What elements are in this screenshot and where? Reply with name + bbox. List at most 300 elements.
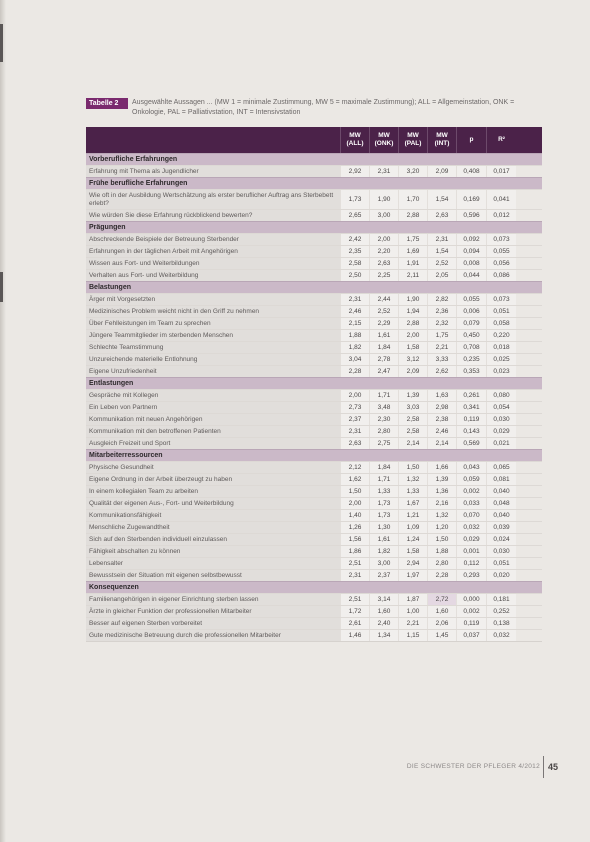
row-label: Ärzte in gleicher Funktion der professionellen Mitarbeiter	[86, 606, 340, 617]
row-value: 2,51	[340, 594, 369, 605]
row-value: 1,82	[340, 342, 369, 353]
header-mw-onk	[369, 127, 398, 153]
section-header: Belastungen	[86, 281, 542, 293]
row-value: 2,50	[340, 270, 369, 281]
row-value: 1,54	[427, 190, 456, 209]
row-value: 0,040	[486, 510, 516, 521]
row-value: 1,66	[427, 462, 456, 473]
header-line1: MW	[407, 132, 419, 139]
row-value: 2,63	[340, 438, 369, 449]
page-edge-shadow	[0, 0, 6, 842]
row-value: 0,044	[456, 270, 486, 281]
table-row	[86, 389, 542, 401]
row-value: 1,84	[369, 342, 398, 353]
row-value: 2,31	[340, 294, 369, 305]
row-value: 2,92	[340, 166, 369, 177]
row-value: 2,00	[369, 234, 398, 245]
row-value: 2,30	[369, 414, 398, 425]
row-label: Besser auf eigenen Sterben vorbereitet	[86, 618, 340, 629]
row-value: 1,45	[427, 630, 456, 641]
header-line1: p	[469, 136, 474, 143]
row-value: 0,000	[456, 594, 486, 605]
row-value: 2,16	[427, 498, 456, 509]
row-label: Eigene Unzufriedenheit	[86, 366, 340, 377]
row-value: 3,04	[340, 354, 369, 365]
row-value: 1,36	[427, 486, 456, 497]
table-row	[86, 245, 542, 257]
row-value: 2,80	[369, 426, 398, 437]
section-header: Entlastungen	[86, 377, 542, 389]
row-value: 1,54	[427, 246, 456, 257]
row-value: 1,24	[398, 534, 427, 545]
row-value: 2,25	[369, 270, 398, 281]
row-value: 2,52	[427, 258, 456, 269]
row-label: Lebensalter	[86, 558, 340, 569]
row-value: 0,073	[486, 294, 516, 305]
row-value: 1,40	[340, 510, 369, 521]
data-table	[86, 127, 542, 642]
row-value: 2,58	[398, 426, 427, 437]
row-label: Jüngere Teammitglieder im sterbenden Menschen	[86, 330, 340, 341]
row-value: 2,32	[427, 318, 456, 329]
row-value: 3,03	[398, 402, 427, 413]
row-value: 1,58	[398, 546, 427, 557]
table-row	[86, 353, 542, 365]
table-row	[86, 189, 542, 209]
row-value: 0,001	[456, 546, 486, 557]
row-value: 0,051	[486, 558, 516, 569]
row-value: 1,33	[369, 486, 398, 497]
row-value: 0,012	[486, 210, 516, 221]
row-value: 0,261	[456, 390, 486, 401]
row-value: 2,75	[369, 438, 398, 449]
row-value: 2,14	[427, 438, 456, 449]
row-value: 2,44	[369, 294, 398, 305]
table-row	[86, 293, 542, 305]
row-value: 2,63	[427, 210, 456, 221]
row-label: Gespräche mit Kollegen	[86, 390, 340, 401]
table-row	[86, 557, 542, 569]
row-value: 1,82	[369, 546, 398, 557]
row-label: Erfahrung mit Thema als Jugendlicher	[86, 166, 340, 177]
row-value: 0,596	[456, 210, 486, 221]
row-value: 2,15	[340, 318, 369, 329]
header-mw-all	[340, 127, 369, 153]
row-value: 0,055	[456, 294, 486, 305]
row-value: 1,84	[369, 462, 398, 473]
row-value: 1,87	[398, 594, 427, 605]
row-value: 2,29	[369, 318, 398, 329]
row-value: 0,030	[486, 546, 516, 557]
row-label: Ein Leben von Partnern	[86, 402, 340, 413]
row-value: 0,169	[456, 190, 486, 209]
caption-text: Ausgewählte Aussagen ... (MW 1 = minimale Zustimmung, MW 5 = maximale Zustimmung); ALL = Allgemeinstation, ONK = Onkologie, PAL = Palliativstation, INT = Intensivstation	[132, 99, 515, 116]
row-value: 1,63	[427, 390, 456, 401]
table-row	[86, 317, 542, 329]
row-label: Gute medizinische Betreuung durch die professionellen Mitarbeiter	[86, 630, 340, 641]
row-value: 1,90	[398, 294, 427, 305]
section-header: Vorberufliche Erfahrungen	[86, 153, 542, 165]
row-value: 0,119	[456, 618, 486, 629]
row-value: 0,002	[456, 486, 486, 497]
row-value: 1,60	[369, 606, 398, 617]
row-label: Physische Gesundheit	[86, 462, 340, 473]
row-value: 1,33	[398, 486, 427, 497]
table-row	[86, 473, 542, 485]
row-value: 0,048	[486, 498, 516, 509]
row-value: 0,017	[486, 166, 516, 177]
table-row	[86, 509, 542, 521]
row-value: 0,119	[456, 414, 486, 425]
spine-mark-top	[0, 24, 3, 62]
row-value: 2,61	[340, 618, 369, 629]
row-value: 0,094	[456, 246, 486, 257]
row-value: 1,75	[427, 330, 456, 341]
row-value: 1,61	[369, 534, 398, 545]
table-row	[86, 413, 542, 425]
row-value: 2,00	[398, 330, 427, 341]
row-value: 1,58	[398, 342, 427, 353]
row-value: 0,018	[486, 342, 516, 353]
row-value: 2,72	[427, 594, 456, 605]
row-value: 1,32	[427, 510, 456, 521]
row-value: 1,39	[427, 474, 456, 485]
row-value: 2,09	[427, 166, 456, 177]
row-label: Fähigkeit abschalten zu können	[86, 546, 340, 557]
header-mw-int	[427, 127, 456, 153]
row-value: 2,51	[340, 558, 369, 569]
header-spacer	[86, 127, 340, 153]
table-row	[86, 485, 542, 497]
row-value: 2,58	[398, 414, 427, 425]
row-value: 1,86	[340, 546, 369, 557]
row-value: 2,38	[427, 414, 456, 425]
row-label: Wissen aus Fort- und Weiterbildungen	[86, 258, 340, 269]
row-value: 0,086	[486, 270, 516, 281]
row-value: 0,033	[456, 498, 486, 509]
table-row	[86, 605, 542, 617]
header-mw-pal	[398, 127, 427, 153]
table-caption	[86, 98, 542, 122]
table-row	[86, 305, 542, 317]
row-value: 2,88	[398, 318, 427, 329]
row-value: 2,42	[340, 234, 369, 245]
row-value: 0,112	[456, 558, 486, 569]
row-value: 2,28	[340, 366, 369, 377]
page-number: 45	[548, 762, 559, 772]
row-value: 1,73	[369, 498, 398, 509]
row-value: 0,181	[486, 594, 516, 605]
row-value: 0,341	[456, 402, 486, 413]
row-value: 2,98	[427, 402, 456, 413]
row-value: 0,143	[456, 426, 486, 437]
row-value: 1,00	[398, 606, 427, 617]
row-value: 0,032	[456, 522, 486, 533]
table-row	[86, 437, 542, 449]
row-label: Eigene Ordnung in der Arbeit überzeugt zu haben	[86, 474, 340, 485]
row-value: 2,12	[340, 462, 369, 473]
header-line1: R²	[498, 136, 505, 143]
row-value: 0,040	[486, 486, 516, 497]
row-value: 1,50	[398, 462, 427, 473]
row-value: 0,569	[456, 438, 486, 449]
row-value: 0,235	[456, 354, 486, 365]
row-value: 3,00	[369, 210, 398, 221]
row-value: 2,37	[340, 414, 369, 425]
row-label: Unzureichende materielle Entlohnung	[86, 354, 340, 365]
row-value: 2,31	[340, 426, 369, 437]
table-row	[86, 365, 542, 377]
row-label: Wie oft in der Ausbildung Wertschätzung als erster beruflicher Auftrag ans Sterbebett erlebt?	[86, 190, 340, 209]
row-value: 3,33	[427, 354, 456, 365]
table-row	[86, 545, 542, 557]
table-row	[86, 569, 542, 581]
row-value: 2,46	[340, 306, 369, 317]
table-row	[86, 209, 542, 221]
row-value: 0,029	[486, 426, 516, 437]
table-row	[86, 593, 542, 605]
table-row	[86, 257, 542, 269]
row-value: 0,025	[486, 354, 516, 365]
row-label: Kommunikationsfähigkeit	[86, 510, 340, 521]
row-value: 1,88	[427, 546, 456, 557]
row-value: 2,80	[427, 558, 456, 569]
row-value: 0,023	[486, 366, 516, 377]
row-value: 2,21	[427, 342, 456, 353]
header-line2: (ONK)	[374, 140, 394, 147]
row-value: 1,72	[340, 606, 369, 617]
row-value: 0,032	[486, 630, 516, 641]
row-value: 0,252	[486, 606, 516, 617]
row-value: 0,353	[456, 366, 486, 377]
row-value: 0,041	[486, 190, 516, 209]
row-value: 0,037	[456, 630, 486, 641]
row-value: 1,20	[427, 522, 456, 533]
row-value: 1,21	[398, 510, 427, 521]
row-value: 1,50	[427, 534, 456, 545]
table-row	[86, 233, 542, 245]
table-tag: Tabelle 2	[86, 98, 128, 109]
header-r2	[486, 127, 516, 153]
row-value: 0,051	[486, 306, 516, 317]
row-value: 1,09	[398, 522, 427, 533]
row-value: 1,94	[398, 306, 427, 317]
row-value: 2,94	[398, 558, 427, 569]
row-value: 0,043	[456, 462, 486, 473]
row-value: 2,40	[369, 618, 398, 629]
row-value: 1,97	[398, 570, 427, 581]
row-value: 0,024	[486, 534, 516, 545]
spine-mark-bottom	[0, 272, 3, 302]
row-label: Familienangehörigen in eigener Einrichtung sterben lassen	[86, 594, 340, 605]
row-label: Medizinisches Problem weicht nicht in den Griff zu nehmen	[86, 306, 340, 317]
row-value: 0,029	[456, 534, 486, 545]
row-value: 0,220	[486, 330, 516, 341]
row-value: 1,70	[398, 190, 427, 209]
row-label: Schlechte Teamstimmung	[86, 342, 340, 353]
row-value: 0,081	[486, 474, 516, 485]
row-value: 3,20	[398, 166, 427, 177]
row-value: 2,82	[427, 294, 456, 305]
row-value: 0,002	[456, 606, 486, 617]
row-value: 1,30	[369, 522, 398, 533]
row-value: 0,055	[486, 246, 516, 257]
row-label: Kommunikation mit den betroffenen Patienten	[86, 426, 340, 437]
row-label: Kommunikation mit neuen Angehörigen	[86, 414, 340, 425]
row-value: 1,67	[398, 498, 427, 509]
header-line1: MW	[349, 132, 361, 139]
row-value: 3,00	[369, 558, 398, 569]
row-value: 2,31	[369, 166, 398, 177]
section-header: Frühe berufliche Erfahrungen	[86, 177, 542, 189]
row-value: 3,12	[398, 354, 427, 365]
row-value: 0,056	[486, 258, 516, 269]
row-value: 1,88	[340, 330, 369, 341]
row-value: 0,070	[456, 510, 486, 521]
row-value: 2,65	[340, 210, 369, 221]
row-value: 2,58	[340, 258, 369, 269]
row-value: 1,39	[398, 390, 427, 401]
row-value: 0,039	[486, 522, 516, 533]
row-value: 0,065	[486, 462, 516, 473]
row-label: Menschliche Zugewandtheit	[86, 522, 340, 533]
table-row	[86, 269, 542, 281]
row-value: 0,020	[486, 570, 516, 581]
table-row	[86, 341, 542, 353]
row-label: Ausgleich Freizeit und Sport	[86, 438, 340, 449]
row-label: Abschreckende Beispiele der Betreuung Sterbender	[86, 234, 340, 245]
row-value: 0,008	[456, 258, 486, 269]
row-value: 1,34	[369, 630, 398, 641]
row-value: 3,48	[369, 402, 398, 413]
row-value: 1,46	[340, 630, 369, 641]
row-value: 1,90	[369, 190, 398, 209]
header-line1: MW	[436, 132, 448, 139]
journal-footer: DIE SCHWESTER DER PFLEGER 4/2012	[406, 763, 540, 770]
row-value: 1,32	[398, 474, 427, 485]
row-value: 2,73	[340, 402, 369, 413]
row-value: 0,293	[456, 570, 486, 581]
row-value: 0,030	[486, 414, 516, 425]
row-label: Über Fehlleistungen im Team zu sprechen	[86, 318, 340, 329]
row-value: 2,78	[369, 354, 398, 365]
row-value: 3,14	[369, 594, 398, 605]
section-header: Konsequenzen	[86, 581, 542, 593]
row-value: 2,00	[340, 498, 369, 509]
row-value: 0,006	[456, 306, 486, 317]
row-value: 0,021	[486, 438, 516, 449]
table-row	[86, 497, 542, 509]
table-row	[86, 461, 542, 473]
row-value: 2,88	[398, 210, 427, 221]
row-value: 2,35	[340, 246, 369, 257]
row-value: 0,408	[456, 166, 486, 177]
row-value: 0,708	[456, 342, 486, 353]
row-value: 2,31	[340, 570, 369, 581]
row-value: 2,00	[340, 390, 369, 401]
row-label: Verhalten aus Fort- und Weiterbildung	[86, 270, 340, 281]
row-value: 1,15	[398, 630, 427, 641]
row-label: Sich auf den Sterbenden individuell einzulassen	[86, 534, 340, 545]
row-value: 0,073	[486, 234, 516, 245]
row-value: 2,05	[427, 270, 456, 281]
row-value: 0,092	[456, 234, 486, 245]
row-value: 1,73	[340, 190, 369, 209]
row-value: 2,47	[369, 366, 398, 377]
row-value: 1,61	[369, 330, 398, 341]
row-value: 0,079	[456, 318, 486, 329]
table-row	[86, 401, 542, 413]
row-value: 0,450	[456, 330, 486, 341]
row-value: 2,06	[427, 618, 456, 629]
row-value: 2,11	[398, 270, 427, 281]
row-value: 2,09	[398, 366, 427, 377]
row-value: 0,059	[456, 474, 486, 485]
row-value: 2,14	[398, 438, 427, 449]
row-value: 1,60	[427, 606, 456, 617]
row-value: 1,26	[340, 522, 369, 533]
table-body	[86, 153, 542, 641]
row-value: 1,91	[398, 258, 427, 269]
row-value: 0,058	[486, 318, 516, 329]
table-row	[86, 533, 542, 545]
row-label: Bewusstsein der Situation mit eigenen selbstbewusst	[86, 570, 340, 581]
row-value: 2,21	[398, 618, 427, 629]
row-value: 2,62	[427, 366, 456, 377]
row-value: 2,20	[369, 246, 398, 257]
row-value: 2,52	[369, 306, 398, 317]
row-label: Wie würden Sie diese Erfahrung rückblickend bewerten?	[86, 210, 340, 221]
header-line2: (INT)	[434, 140, 450, 147]
row-value: 1,62	[340, 474, 369, 485]
table-header	[86, 127, 542, 153]
row-label: Ärger mit Vorgesetzten	[86, 294, 340, 305]
row-label: In einem kollegialen Team zu arbeiten	[86, 486, 340, 497]
row-value: 0,054	[486, 402, 516, 413]
table-row	[86, 329, 542, 341]
row-value: 2,46	[427, 426, 456, 437]
row-value: 2,37	[369, 570, 398, 581]
header-line2: (ALL)	[346, 140, 364, 147]
table-row	[86, 425, 542, 437]
header-line2: (PAL)	[404, 140, 422, 147]
row-value: 1,71	[369, 390, 398, 401]
table-row	[86, 521, 542, 533]
row-label: Qualität der eigenen Aus-, Fort- und Weiterbildung	[86, 498, 340, 509]
row-value: 1,71	[369, 474, 398, 485]
table-row	[86, 629, 542, 641]
row-value: 2,63	[369, 258, 398, 269]
row-value: 2,28	[427, 570, 456, 581]
row-value: 1,73	[369, 510, 398, 521]
row-value: 1,69	[398, 246, 427, 257]
section-header: Prägungen	[86, 221, 542, 233]
row-label: Erfahrungen in der täglichen Arbeit mit Angehörigen	[86, 246, 340, 257]
table-row	[86, 617, 542, 629]
section-header: Mitarbeiterressourcen	[86, 449, 542, 461]
header-p	[456, 127, 486, 153]
table-row	[86, 165, 542, 177]
row-value: 0,138	[486, 618, 516, 629]
row-value: 2,36	[427, 306, 456, 317]
row-value: 2,31	[427, 234, 456, 245]
row-value: 1,50	[340, 486, 369, 497]
page-number-rule	[543, 756, 544, 778]
row-value: 1,75	[398, 234, 427, 245]
row-value: 0,080	[486, 390, 516, 401]
row-value: 1,56	[340, 534, 369, 545]
header-line1: MW	[378, 132, 390, 139]
